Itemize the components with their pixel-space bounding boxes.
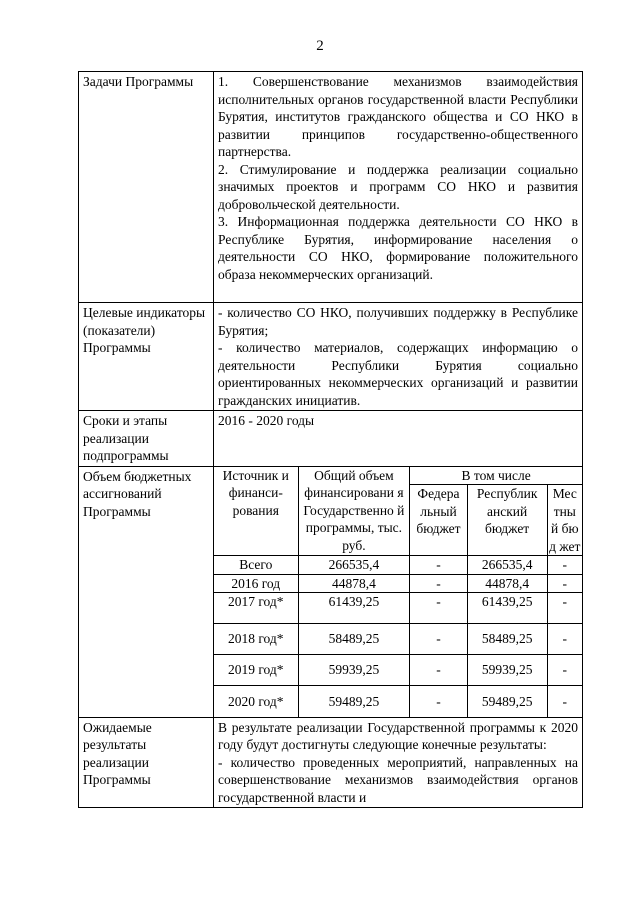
cell-federal: - (410, 593, 467, 624)
program-passport-table (78, 71, 583, 808)
cell-total: 61439,25 (298, 593, 410, 624)
row-indicators (79, 303, 583, 411)
header-source: Источник и финанси-рования (214, 467, 298, 556)
result-item: - количество проведенных мероприятий, направленных на совершенствование механизмов взаимодействия органов государственной власти и (218, 754, 578, 805)
cell-total: 59939,25 (298, 655, 410, 686)
value-results (214, 717, 583, 808)
value-budget (214, 466, 583, 717)
cell-federal: - (410, 624, 467, 655)
row-results (79, 717, 583, 808)
cell-year: 2016 год (214, 574, 298, 593)
cell-local: - (547, 686, 582, 717)
cell-local: - (547, 655, 582, 686)
cell-federal: - (410, 655, 467, 686)
header-federal: Федера льный бюджет (410, 485, 467, 556)
value-tasks (214, 72, 583, 303)
cell-federal: - (410, 556, 467, 575)
cell-republic: 58489,25 (467, 624, 547, 655)
cell-federal: - (410, 686, 467, 717)
cell-republic: 61439,25 (467, 593, 547, 624)
cell-total: 266535,4 (298, 556, 410, 575)
budget-header-row (214, 467, 582, 485)
cell-total: 58489,25 (298, 624, 410, 655)
cell-local: - (547, 556, 582, 575)
header-including: В том числе (410, 467, 582, 485)
task-item: 3. Информационная поддержка деятельности СО НКО в Республике Бурятия, информирование населения о деятельности СО НКО, формирование положительного образа некоммерческих организаций. (218, 214, 578, 282)
indicator-item: - количество СО НКО, получивших поддержку в Республике Бурятия; (218, 305, 578, 338)
indicator-item: - количество материалов, содержащих информацию о деятельности Республики Бурятия социально ориентированных некоммерческих организаций и развитии гражданских инициатив. (218, 340, 578, 408)
cell-republic: 59939,25 (467, 655, 547, 686)
row-budget (79, 466, 583, 717)
budget-row-2020 (214, 686, 582, 717)
cell-local: - (547, 593, 582, 624)
budget-row-2019 (214, 655, 582, 686)
cell-year: 2019 год* (214, 655, 298, 686)
cell-year: 2018 год* (214, 624, 298, 655)
task-item: 1. Совершенствование механизмов взаимодействия исполнительных органов государственной власти Республики Бурятия, институтов гражданского общества и СО НКО в развитии принципов государственно-общественного партнерства. (218, 74, 578, 159)
cell-year: Всего (214, 556, 298, 575)
header-republic: Республик анский бюджет (467, 485, 547, 556)
budget-row-total (214, 556, 582, 575)
cell-total: 44878,4 (298, 574, 410, 593)
row-tasks (79, 72, 583, 303)
cell-local: - (547, 624, 582, 655)
label-budget: Объем бюджетных ассигнований Программы (79, 466, 214, 717)
result-item: В результате реализации Государственной программы к 2020 году будут достигнуты следующие конечные результаты: (218, 719, 578, 752)
cell-federal: - (410, 574, 467, 593)
cell-republic: 59489,25 (467, 686, 547, 717)
cell-republic: 266535,4 (467, 556, 547, 575)
cell-republic: 44878,4 (467, 574, 547, 593)
budget-row-2018 (214, 624, 582, 655)
header-local: Мес тны й бюд жет (547, 485, 582, 556)
cell-local: - (547, 574, 582, 593)
budget-row-2016 (214, 574, 582, 593)
budget-row-2017 (214, 593, 582, 624)
row-terms (79, 411, 583, 467)
cell-total: 59489,25 (298, 686, 410, 717)
label-indicators: Целевые индикаторы (показатели) Программы (79, 303, 214, 411)
header-total: Общий объем финансировани я Государственно й программы, тыс. руб. (298, 467, 410, 556)
cell-year: 2017 год* (214, 593, 298, 624)
label-terms: Сроки и этапы реализации подпрограммы (79, 411, 214, 467)
page-number: 2 (316, 38, 324, 54)
task-item: 2. Стимулирование и поддержка реализации социально значимых проектов и программ СО НКО и развития добровольческой деятельности. (218, 161, 578, 212)
label-results: Ожидаемые результаты реализации Программы (79, 717, 214, 808)
value-indicators (214, 303, 583, 411)
cell-year: 2020 год* (214, 686, 298, 717)
budget-table (214, 467, 582, 717)
label-tasks: Задачи Программы (79, 72, 214, 303)
value-terms: 2016 - 2020 годы (214, 411, 583, 467)
